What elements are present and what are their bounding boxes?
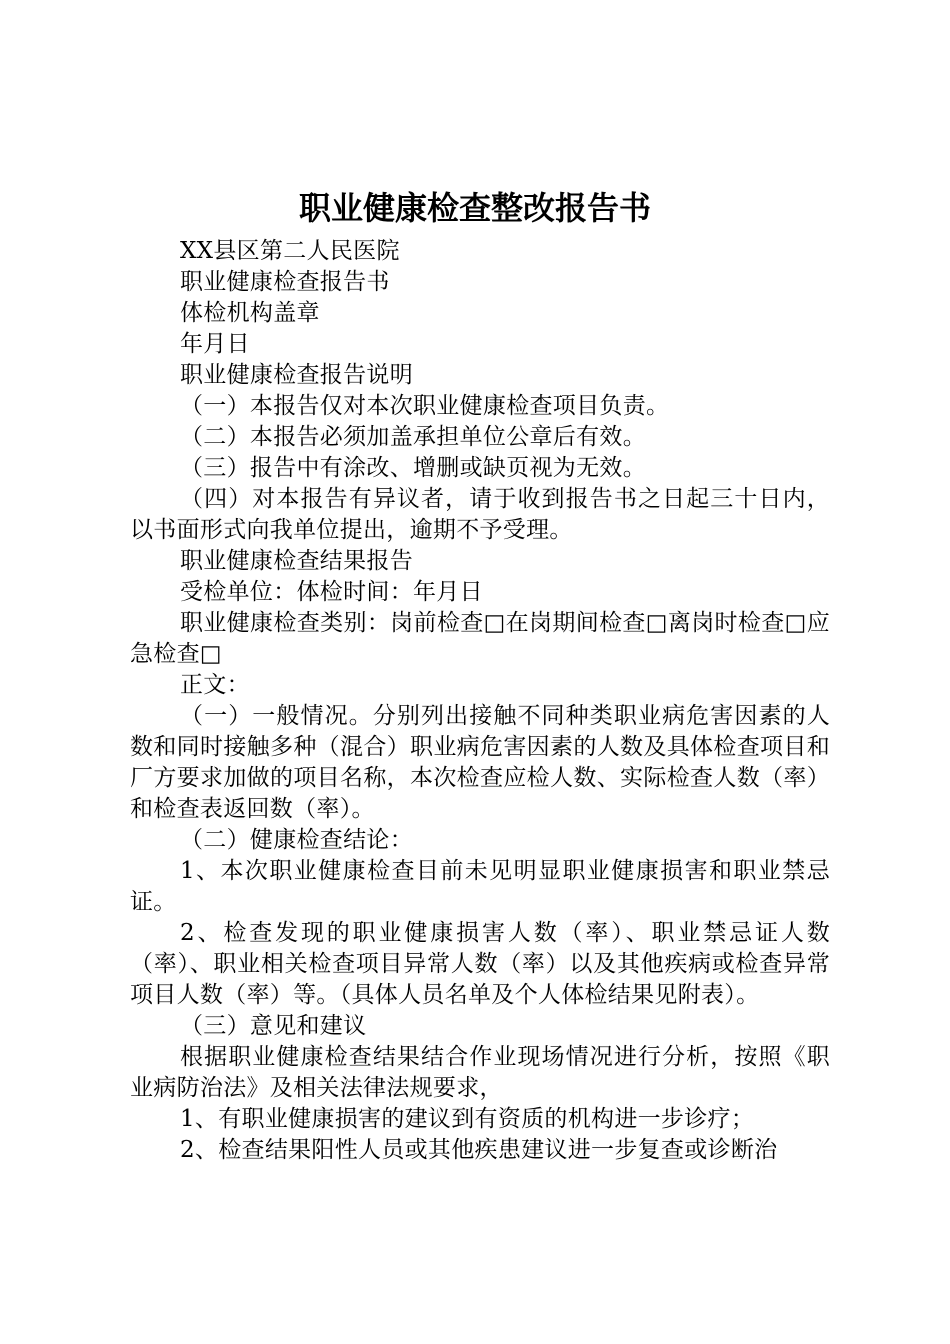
instruction-item: （三）报告中有涂改、增删或缺页视为无效。 bbox=[180, 455, 646, 481]
inspected-unit-line: 受检单位：体检时间：年月日 bbox=[180, 579, 483, 605]
report-name: 职业健康检查报告书 bbox=[180, 269, 390, 295]
instruction-item: （一）本报告仅对本次职业健康检查项目负责。 bbox=[180, 393, 670, 419]
body-heading: 正文： bbox=[180, 672, 250, 698]
document-title: 职业健康检查整改报告书 bbox=[298, 189, 651, 227]
section-heading-results: 职业健康检查结果报告 bbox=[180, 548, 413, 574]
exam-category-line: 职业健康检查类别：岗前检查□在岗期间检查□离岗时检查□应急检查□ bbox=[130, 610, 830, 667]
instruction-item: （二）本报告必须加盖承担单位公章后有效。 bbox=[180, 424, 646, 450]
seal-line: 体检机构盖章 bbox=[180, 300, 320, 326]
body-paragraph: 1、本次职业健康检查目前未见明显职业健康损害和职业禁忌证。 bbox=[130, 858, 830, 915]
document-body bbox=[130, 236, 830, 1166]
subsection-heading: （二）健康检查结论： bbox=[180, 827, 413, 853]
body-paragraph: （一）一般情况。分别列出接触不同种类职业病危害因素的人数和同时接触多种（混合）职业病危害因素的人数及具体检查项目和厂方要求加做的项目名称，本次检查应检人数、实际检查人数（率）和检查表返回数（率）。 bbox=[130, 703, 830, 822]
body-paragraph: 2、检查结果阳性人员或其他疾患建议进一步复查或诊断治 bbox=[180, 1137, 778, 1163]
hospital-name: XX县区第二人民医院 bbox=[180, 238, 400, 264]
body-paragraph: 1、有职业健康损害的建议到有资质的机构进一步诊疗； bbox=[180, 1106, 755, 1132]
instruction-item: （四）对本报告有异议者，请于收到报告书之日起三十日内，以书面形式向我单位提出，逾期不予受理。 bbox=[130, 486, 830, 543]
body-paragraph: 2、检查发现的职业健康损害人数（率）、职业禁忌证人数（率）、职业相关检查项目异常人数（率）以及其他疾病或检查异常项目人数（率）等。（具体人员名单及个人体检结果见附表）。 bbox=[130, 920, 830, 1008]
section-heading-instructions: 职业健康检查报告说明 bbox=[180, 362, 413, 388]
subsection-heading: （三）意见和建议 bbox=[180, 1013, 367, 1039]
date-line: 年月日 bbox=[180, 331, 250, 357]
body-paragraph: 根据职业健康检查结果结合作业现场情况进行分析，按照《职业病防治法》及相关法律法规要求， bbox=[130, 1044, 830, 1101]
